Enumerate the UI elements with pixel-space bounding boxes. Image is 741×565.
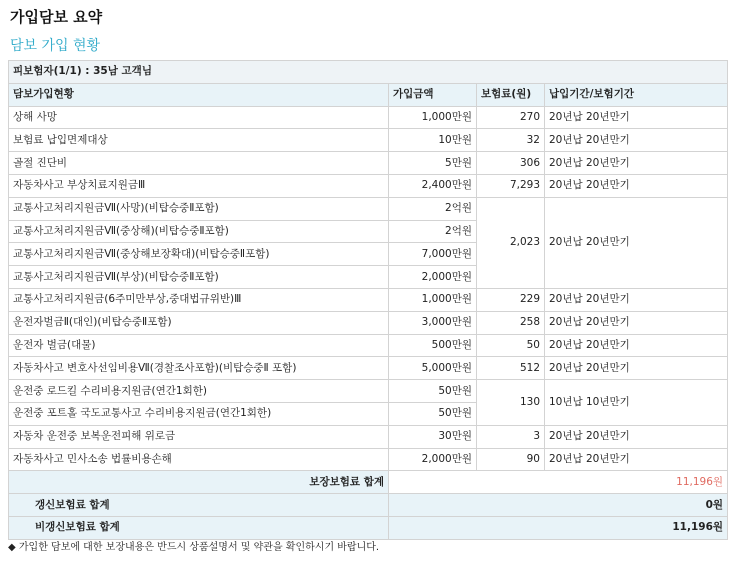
- coverage-name: 자동차사고 민사소송 법률비용손해: [9, 448, 389, 471]
- nonrenewal-total-label: 비갱신보험료 합계: [9, 516, 389, 539]
- total-row: [9, 471, 728, 494]
- table-row: [9, 448, 728, 471]
- insured-row: [9, 61, 728, 84]
- table-row: [9, 311, 728, 334]
- coverage-period: 20년납 20년만기: [545, 425, 728, 448]
- coverage-amount: 5만원: [389, 152, 477, 175]
- coverage-name: 교통사고처리지원금(6주미만부상,중대법규위반)Ⅲ: [9, 288, 389, 311]
- coverage-amount: 2,400만원: [389, 174, 477, 197]
- table-row: [9, 288, 728, 311]
- coverage-amount: 5,000만원: [389, 357, 477, 380]
- coverage-amount: 2억원: [389, 220, 477, 243]
- coverage-amount: 500만원: [389, 334, 477, 357]
- coverage-premium: 3: [477, 425, 545, 448]
- coverage-period: 20년납 20년만기: [545, 357, 728, 380]
- coverage-period: 20년납 20년만기: [545, 334, 728, 357]
- nonrenewal-total-value: 11,196원: [389, 516, 728, 539]
- coverage-amount: 3,000만원: [389, 311, 477, 334]
- coverage-name: 운전중 포트홀 국도교통사고 수리비용지원금(연간1회한): [9, 402, 389, 425]
- coverage-period: 20년납 20년만기: [545, 129, 728, 152]
- coverage-total-label: 보장보험료 합계: [9, 471, 389, 494]
- page-title: 가입담보 요약: [10, 8, 103, 26]
- group-repair-period: 10년납 10년만기: [545, 380, 728, 426]
- coverage-name: 상해 사망: [9, 106, 389, 129]
- table-row: [9, 380, 728, 403]
- coverage-name: 운전자 벌금(대물): [9, 334, 389, 357]
- coverage-name: 교통사고처리지원금Ⅶ(부상)(비탑승중Ⅱ포함): [9, 266, 389, 289]
- coverage-period: 20년납 20년만기: [545, 448, 728, 471]
- renewal-total-label: 갱신보험료 합계: [9, 494, 389, 517]
- table-header: [9, 83, 728, 106]
- coverage-period: 20년납 20년만기: [545, 106, 728, 129]
- table-row: [9, 197, 728, 220]
- coverage-premium: 32: [477, 129, 545, 152]
- header-premium: 보험료(원): [477, 83, 545, 106]
- group-repair-premium: 130: [477, 380, 545, 426]
- coverage-premium: 90: [477, 448, 545, 471]
- disclaimer-note: ◆ 가입한 담보에 대한 보장내용은 반드시 상품설명서 및 약관을 확인하시기 바랍니다.: [8, 542, 380, 553]
- coverage-amount: 50만원: [389, 402, 477, 425]
- coverage-amount: 50만원: [389, 380, 477, 403]
- table-row: [9, 152, 728, 175]
- coverage-name: 교통사고처리지원금Ⅶ(사망)(비탑승중Ⅱ포함): [9, 197, 389, 220]
- nonrenewal-total-row: [9, 516, 728, 539]
- coverage-amount: 1,000만원: [389, 288, 477, 311]
- coverage-name: 교통사고처리지원금Ⅶ(중상해)(비탑승중Ⅱ포함): [9, 220, 389, 243]
- coverage-name: 교통사고처리지원금Ⅶ(중상해보장확대)(비탑승중Ⅱ포함): [9, 243, 389, 266]
- coverage-period: 20년납 20년만기: [545, 288, 728, 311]
- coverage-amount: 2,000만원: [389, 448, 477, 471]
- coverage-total-value: 11,196원: [389, 471, 728, 494]
- coverage-name: 운전자벌금Ⅱ(대인)(비탑승중Ⅱ포함): [9, 311, 389, 334]
- coverage-name: 자동차사고 부상치료지원금Ⅲ: [9, 174, 389, 197]
- coverage-amount: 2,000만원: [389, 266, 477, 289]
- coverage-period: 20년납 20년만기: [545, 152, 728, 175]
- table-row: [9, 106, 728, 129]
- coverage-premium: 512: [477, 357, 545, 380]
- coverage-premium: 229: [477, 288, 545, 311]
- renewal-total-row: [9, 494, 728, 517]
- coverage-premium: 50: [477, 334, 545, 357]
- insured-label: 피보험자(1/1) : 35남 고객님: [9, 61, 728, 84]
- table-row: [9, 357, 728, 380]
- coverage-period: 20년납 20년만기: [545, 311, 728, 334]
- coverage-premium: 258: [477, 311, 545, 334]
- header-period: 납입기간/보험기간: [545, 83, 728, 106]
- coverage-name: 운전중 로드킬 수리비용지원금(연간1회한): [9, 380, 389, 403]
- table-row: [9, 129, 728, 152]
- section-title: 담보 가입 현황: [10, 38, 101, 54]
- header-coverage: 담보가입현황: [9, 83, 389, 106]
- coverage-amount: 1,000만원: [389, 106, 477, 129]
- coverage-period: 20년납 20년만기: [545, 174, 728, 197]
- group-traffic-period: 20년납 20년만기: [545, 197, 728, 288]
- coverage-premium: 7,293: [477, 174, 545, 197]
- table-row: [9, 425, 728, 448]
- coverage-name: 자동차 운전중 보복운전피해 위로금: [9, 425, 389, 448]
- header-amount: 가입금액: [389, 83, 477, 106]
- coverage-table: [8, 60, 728, 540]
- coverage-name: 자동차사고 변호사선임비용Ⅶ(경찰조사포함)(비탑승중Ⅱ 포함): [9, 357, 389, 380]
- coverage-amount: 10만원: [389, 129, 477, 152]
- coverage-amount: 7,000만원: [389, 243, 477, 266]
- coverage-name: 보험료 납입면제대상: [9, 129, 389, 152]
- table-row: [9, 334, 728, 357]
- renewal-total-value: 0원: [389, 494, 728, 517]
- group-traffic-premium: 2,023: [477, 197, 545, 288]
- coverage-amount: 30만원: [389, 425, 477, 448]
- coverage-amount: 2억원: [389, 197, 477, 220]
- coverage-name: 골절 진단비: [9, 152, 389, 175]
- table-row: [9, 174, 728, 197]
- coverage-premium: 306: [477, 152, 545, 175]
- coverage-premium: 270: [477, 106, 545, 129]
